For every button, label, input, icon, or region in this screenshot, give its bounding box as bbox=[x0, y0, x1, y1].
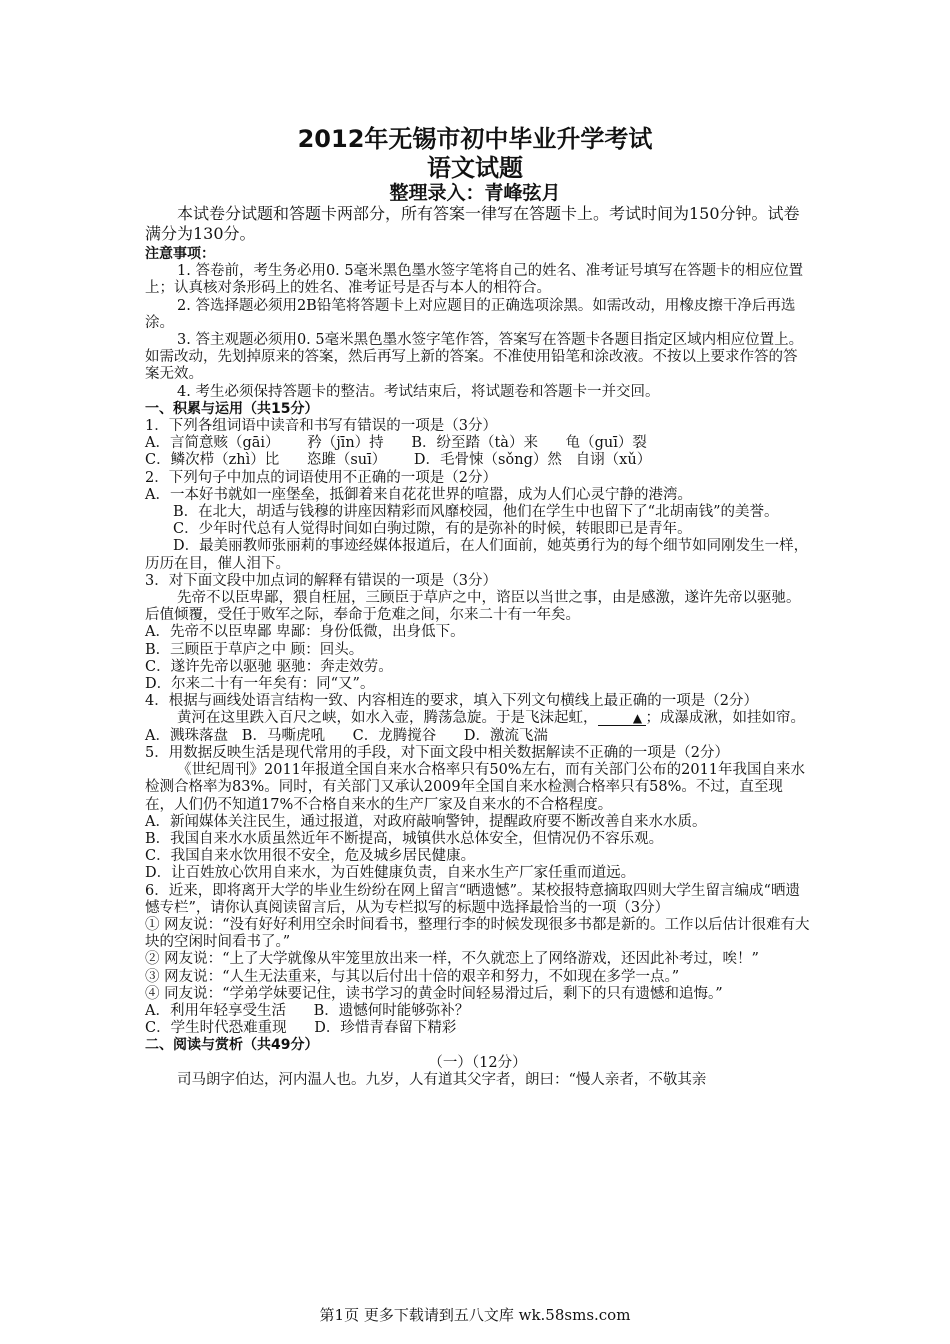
q5-option-a: A．新闻媒体关注民生，通过报道，对政府敲响警钟，提醒政府要不断改善自来水水质。 bbox=[145, 813, 707, 830]
note-item: 1. 答卷前，考生务必用0. 5毫米黑色墨水签字笔将自己的姓名、准考证号填写在答题卡的相应位置上；认真核对条形码上的姓名、准考证号是否与本人的相符合。 bbox=[145, 263, 804, 297]
q1-options-ab: A．言简意赅（gāi） 矜（jīn）持 B．纷至踏（tà）来 龟（guī）裂 bbox=[145, 435, 647, 452]
q6-comment-2: ② 网友说：“上了大学就像从牢笼里放出来一样，不久就恋上了网络游戏，还因此补考过，唉！” bbox=[145, 951, 759, 968]
q5-stem: 5．用数据反映生活是现代常用的手段，对下面文段中相关数据解读不正确的一项是（2分） bbox=[145, 744, 729, 761]
note-item: 4. 考生必须保持答题卡的整洁。考试结束后，将试题卷和答题卡一并交回。 bbox=[177, 383, 660, 400]
q6-options-cd: C．学生时代恐难重现 D．珍惜青春留下精彩 bbox=[145, 1020, 457, 1037]
reading-passage: 司马朗字伯达，河内温人也。九岁，人有道其父字者，朗曰：“慢人亲者，不敬其亲 bbox=[177, 1071, 707, 1088]
q5-option-b: B．我国自来水水质虽然近年不断提高，城镇供水总体安全，但情况仍不容乐观。 bbox=[145, 830, 664, 847]
q2-option-c: C．少年时代总有人觉得时间如白驹过隙，有的是弥补的时候，转眼即已是青年。 bbox=[173, 521, 692, 538]
q5-option-c: C．我国自来水饮用很不安全，危及城乡居民健康。 bbox=[145, 848, 476, 865]
q6-comment-4: ④ 同友说：“学弟学妹要记住，读书学习的黄金时间轻易滑过后，剩下的只有遗憾和追悔。” bbox=[145, 985, 723, 1002]
reading-part-heading: （一）（12分） bbox=[428, 1054, 527, 1071]
q3-passage: 先帝不以臣卑鄙，猥自枉屈，三顾臣于草庐之中，谘臣以当世之事，由是感激，遂许先帝以驱驰。后值倾覆，受任于败军之际，奉命于危难之间，尔来二十有一年矣。 bbox=[145, 590, 801, 624]
q5-option-d: D．让百姓放心饮用自来水，为百姓健康负责，自来水生产厂家任重而道远。 bbox=[145, 865, 636, 882]
q3-option-d: D．尔来二十有一年矣有：同“又”。 bbox=[145, 676, 375, 693]
q5-passage: 《世纪周刊》2011年报道全国自来水合格率只有50%左右，而有关部门公布的2011年我国自来水检测合格率为83%。同时，有关部门又承认2009年全国自来水检测合格率只有58%。不过，直至现在，人们仍不知道17%不合格自来水的生产厂家及自来水的不合格程度。 bbox=[145, 762, 806, 813]
q6-comment-3: ③ 网友说：“人生无法重来，与其以后付出十倍的艰辛和努力，不如现在多学一点。” bbox=[145, 968, 680, 985]
answer-blank: ▲ bbox=[598, 711, 646, 726]
notes-heading: 注意事项： bbox=[145, 246, 215, 262]
q2-option-d: D．最美丽教师张丽莉的事迹经媒体报道后，在人们面前，她英勇行为的每个细节如同刚发生一样，历历在目，催人泪下。 bbox=[145, 538, 809, 572]
q3-option-c: C．遂许先帝以驱驰 驱驰：奔走效劳。 bbox=[145, 658, 393, 675]
q4-options: A．溅珠落盘 B．马嘶虎吼 C．龙腾搅谷 D．激流飞湍 bbox=[145, 727, 548, 744]
exam-title: 2012年无锡市初中毕业升学考试 bbox=[297, 125, 653, 153]
q2-option-a: A．一本好书就如一座堡垒，抵御着来自花花世界的喧嚣，成为人们心灵宁静的港湾。 bbox=[145, 486, 692, 503]
exam-subtitle: 语文试题 bbox=[427, 154, 523, 182]
note-item: 2. 答选择题必须用2B铅笔将答题卡上对应题目的正确选项涂黑。如需改动，用橡皮擦干净后再选涂。 bbox=[145, 297, 796, 331]
q4-stem: 4．根据与画线处语言结构一致、内容相连的要求，填入下列文句横线上最正确的一项是（2分） bbox=[145, 693, 758, 710]
q1-options-cd: C．鳞次栉（zhì）比 恣雎（suī） D．毛骨悚（sǒng）然 自诩（xǔ） bbox=[145, 452, 652, 469]
q3-option-b: B．三顾臣于草庐之中 顾：回头。 bbox=[145, 641, 364, 658]
q4-passage bbox=[145, 710, 810, 727]
page-footer: 第1页 更多下载请到五八文库 wk.58sms.com bbox=[319, 1306, 631, 1324]
note-item: 3. 答主观题必须用0. 5毫米黑色墨水签字笔作答，答案写在答题卡各题目指定区域内相应位置上。如需改动，先划掉原来的答案，然后再写上新的答案。不准使用铅笔和涂改液。不按以上要求作答的答案无效。 bbox=[145, 332, 804, 383]
compiler-line: 整理录入：青峰弦月 bbox=[389, 182, 561, 204]
q3-option-a: A．先帝不以臣卑鄙 卑鄙：身份低微，出身低下。 bbox=[145, 624, 465, 641]
exam-body bbox=[145, 204, 810, 1089]
q4-passage-before: 黄河在这里跌入百尺之峡，如水入壶，腾荡急旋。于是飞沫起虹， bbox=[177, 710, 598, 727]
q6-options-ab: A．利用年轻享受生活 B．遗憾何时能够弥补？ bbox=[145, 1002, 470, 1019]
q6-stem: 6．近来，即将离开大学的毕业生纷纷在网上留言“晒遗憾”。某校报特意摘取四则大学生留言编成“晒遗憾专栏”，请你认真阅读留言后，从为专栏拟写的标题中选择最恰当的一项（3分） bbox=[145, 882, 800, 916]
q1-stem: 1．下列各组词语中读音和书写有错误的一项是（3分） bbox=[145, 418, 497, 435]
q4-passage-after: ；成瀑成湫，如挂如帘。 bbox=[645, 710, 805, 727]
q2-option-b: B．在北大，胡适与钱穆的讲座因精彩而风靡校园，他们在学生中也留下了“北胡南钱”的美誉。 bbox=[173, 504, 779, 521]
q2-stem: 2．下列句子中加点的词语使用不正确的一项是（2分） bbox=[145, 469, 497, 486]
q3-stem: 3．对下面文段中加点词的解释有错误的一项是（3分） bbox=[145, 572, 497, 589]
q6-comment-1: ① 网友说：“没有好好利用空余时间看书，整理行李的时候发现很多书都是新的。工作以后估计很难有大块的空闲时间看书了。” bbox=[145, 916, 810, 951]
section2-heading: 二、阅读与赏析（共49分） bbox=[145, 1037, 319, 1054]
section1-heading: 一、积累与运用（共15分） bbox=[145, 400, 319, 417]
intro-paragraph: 本试卷分试题和答题卡两部分，所有答案一律写在答题卡上。考试时间为150分钟。试卷满分为130分。 bbox=[145, 204, 800, 243]
